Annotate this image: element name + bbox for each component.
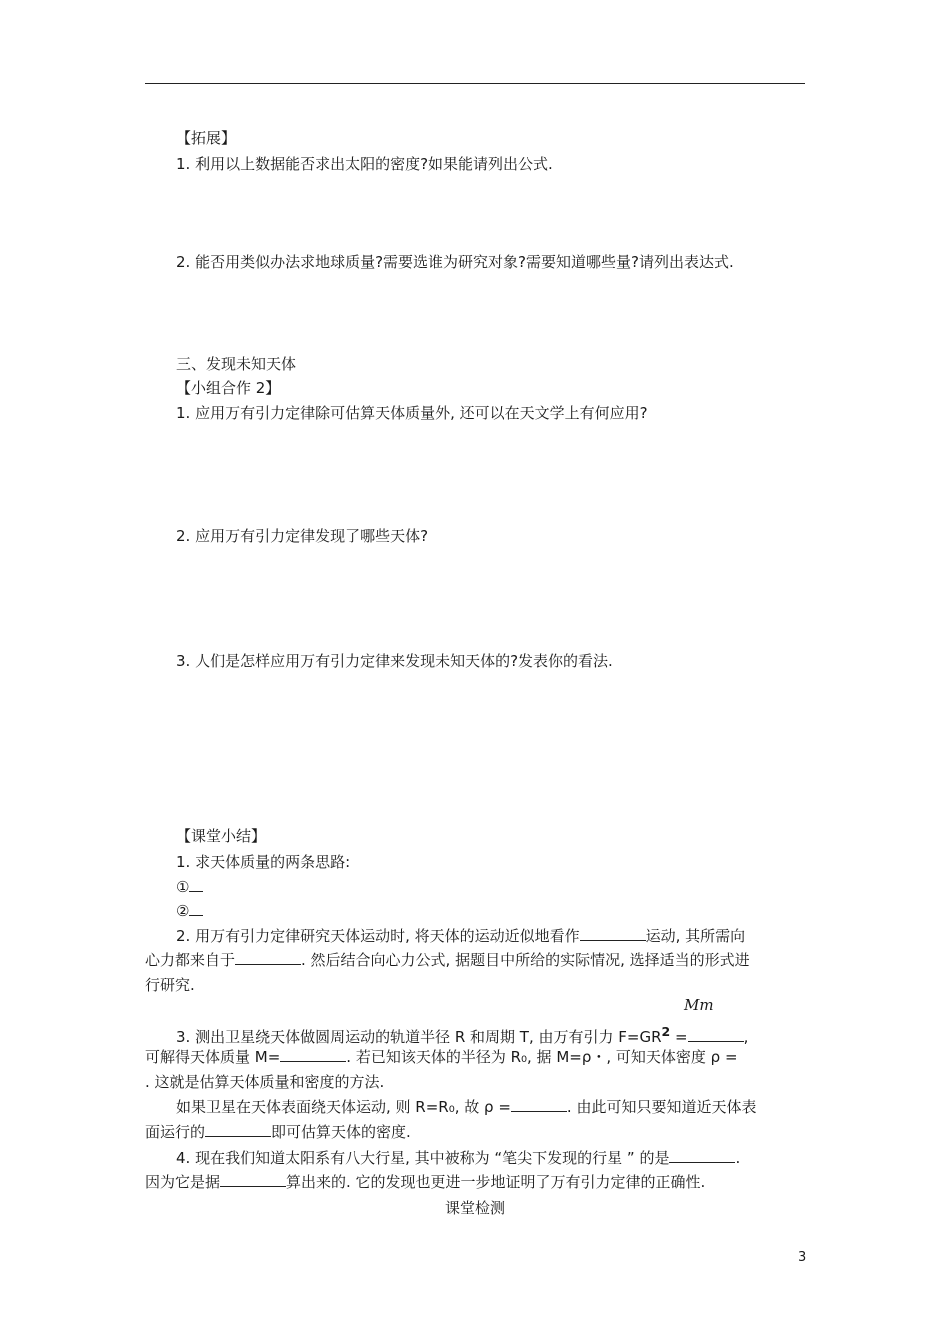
summary-item-2-line-1: 2. 用万有引力定律研究天体运动时, 将天体的运动近似地看作 运动, 其所需向 — [176, 927, 746, 945]
group-question-1: 1. 应用万有引力定律除可估算天体质量外, 还可以在天文学上有何应用? — [176, 404, 648, 422]
blank — [688, 1027, 744, 1042]
summary-item-2-line-3: 行研究. — [145, 976, 195, 994]
expand-question-1: 1. 利用以上数据能否求出太阳的密度?如果能请列出公式. — [176, 155, 553, 173]
group-question-2: 2. 应用万有引力定律发现了哪些天体? — [176, 527, 429, 545]
blank — [280, 1047, 346, 1062]
blank — [205, 1122, 271, 1137]
summary-item-4-line-1: 4. 现在我们知道太阳系有八大行星, 其中被称为 “笔尖下发现的行星 ” 的是 . — [176, 1149, 741, 1167]
blank — [669, 1148, 735, 1163]
formula-numerator: Mm — [684, 996, 714, 1014]
summary-item-3-line-5: 面运行的 即可估算天体的密度. — [145, 1123, 411, 1141]
summary-item-1b: ② — [176, 901, 203, 921]
blank — [220, 1172, 286, 1187]
summary-item-2-line-2: 心力都来自于 . 然后结合向心力公式, 据题目中所给的实际情况, 选择适当的形式进 — [145, 951, 750, 969]
blank — [580, 926, 646, 941]
summary-item-3-line-4: 如果卫星在天体表面绕天体运动, 则 R=R₀, 故 ρ = . 由此可知只要知道近天体表 — [176, 1098, 757, 1116]
expand-heading: 【拓展】 — [176, 129, 237, 147]
group-question-3: 3. 人们是怎样应用万有引力定律来发现未知天体的?发表你的看法. — [176, 652, 613, 670]
expand-question-2: 2. 能否用类似办法求地球质量?需要选谁为研究对象?需要知道哪些量?请列出表达式. — [176, 253, 734, 271]
group-heading: 【小组合作 2】 — [176, 379, 281, 397]
section-3-title: 三、发现未知天体 — [176, 355, 297, 373]
section-title-class-test: 课堂检测 — [444, 1199, 505, 1217]
summary-item-3-line-2: 可解得天体质量 M= . 若已知该天体的半径为 R₀, 据 M=ρ・, 可知天体密度 ρ = — [145, 1048, 738, 1066]
blank — [235, 950, 301, 965]
summary-item-1: 1. 求天体质量的两条思路: — [176, 853, 351, 871]
blank — [511, 1097, 567, 1112]
summary-item-3-line-3: . 这就是估算天体质量和密度的方法. — [145, 1073, 385, 1091]
header-rule — [145, 83, 805, 84]
summary-item-4-line-2: 因为它是据 算出来的. 它的发现也更进一步地证明了万有引力定律的正确性. — [145, 1173, 706, 1191]
page-number: 3 — [798, 1250, 807, 1265]
blank — [189, 901, 203, 916]
blank — [189, 877, 203, 892]
summary-item-1a: ① — [176, 877, 203, 897]
summary-item-3-line-1: 3. 测出卫星绕天体做圆周运动的轨道半径 R 和周期 T, 由万有引力 $F=GR^2$ = , — [176, 1024, 749, 1046]
summary-heading: 【课堂小结】 — [176, 827, 267, 845]
